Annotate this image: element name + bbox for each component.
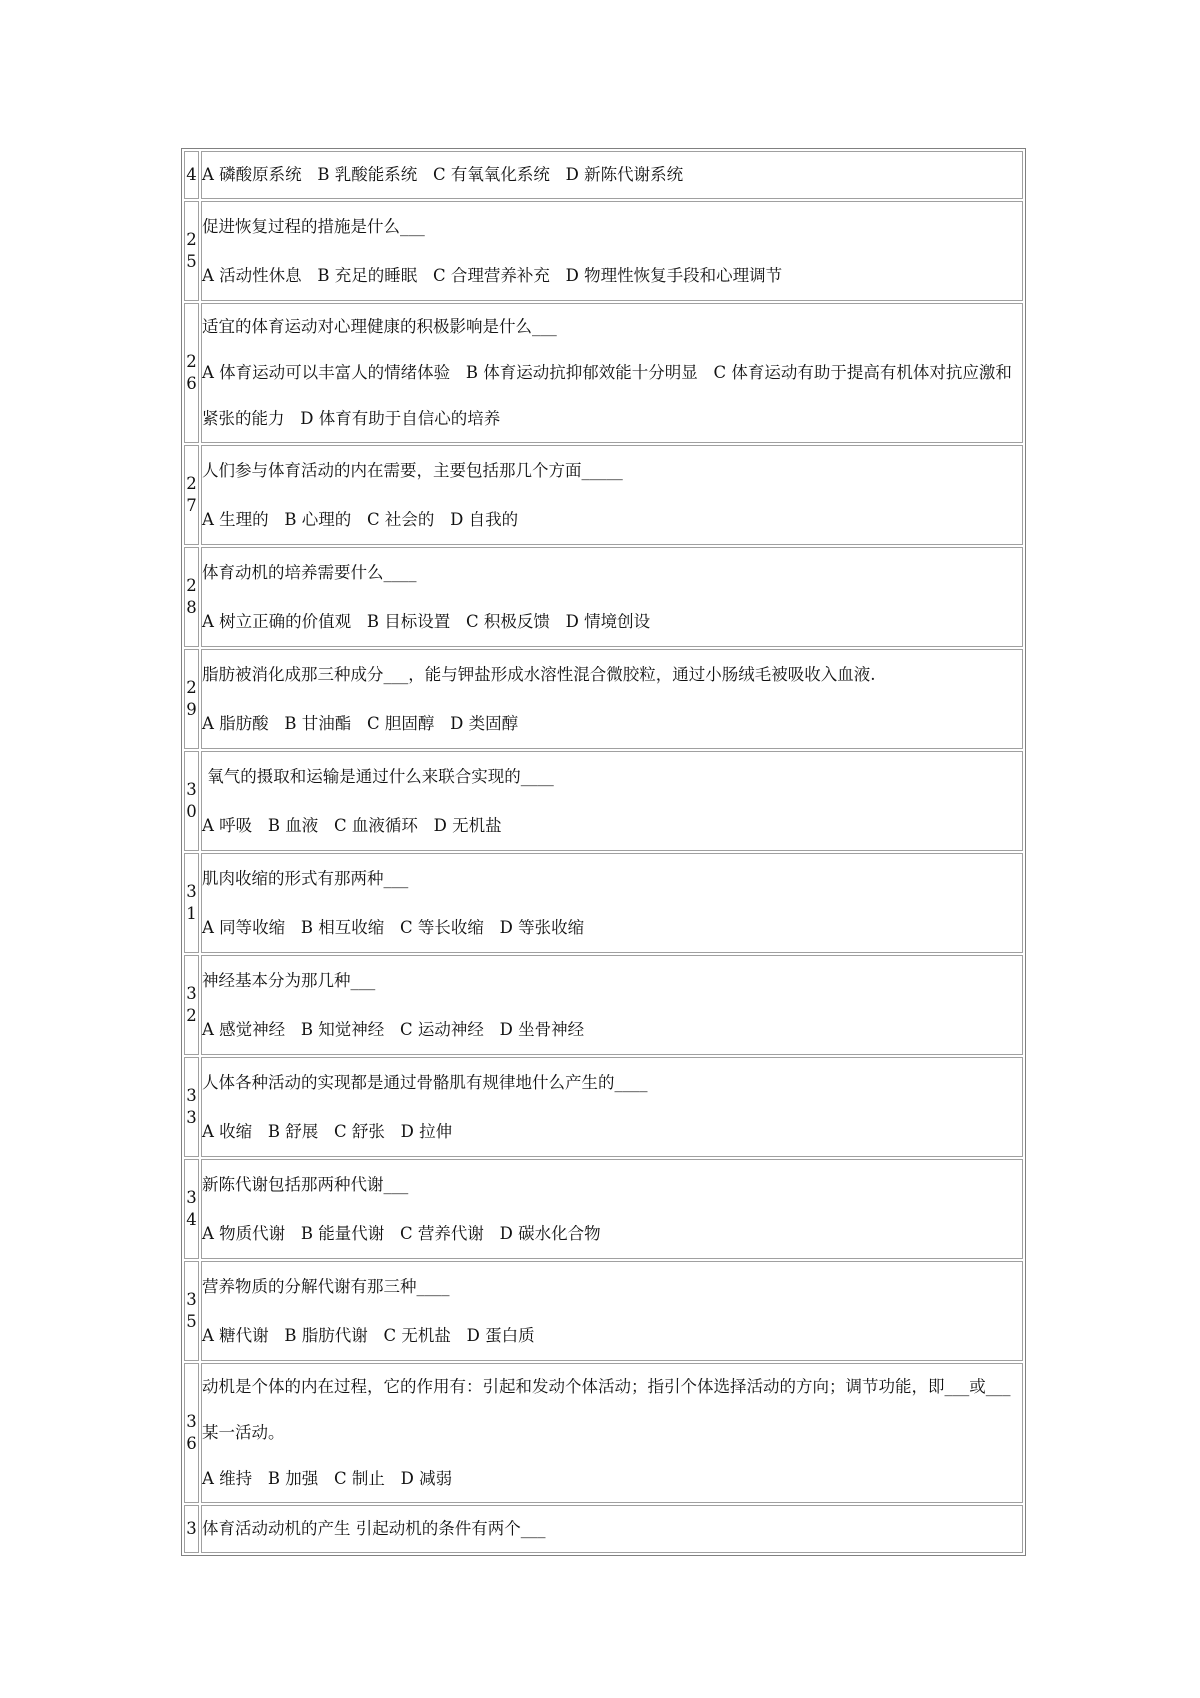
question-number — [184, 303, 199, 443]
question-content — [201, 1261, 1023, 1361]
question-number — [184, 751, 199, 851]
question-row — [184, 1261, 1023, 1361]
question-content — [201, 1159, 1023, 1259]
question-text: 肌肉收缩的形式有那两种___ — [202, 869, 409, 888]
question-number — [184, 151, 199, 199]
question-text: 适宜的体育运动对心理健康的积极影响是什么___ — [202, 317, 557, 336]
question-number — [184, 445, 199, 545]
question-text: 人们参与体育活动的内在需要，主要包括那几个方面_____ — [202, 461, 623, 480]
question-number-digit: 4 — [186, 165, 197, 184]
question-content — [201, 445, 1023, 545]
question-text: 体育活动动机的产生 引起动机的条件有两个___ — [202, 1519, 546, 1538]
question-row — [184, 445, 1023, 545]
question-number-digit: 3 — [186, 882, 197, 901]
question-row — [184, 751, 1023, 851]
question-content — [201, 547, 1023, 647]
question-number — [184, 201, 199, 301]
question-content — [201, 1057, 1023, 1157]
question-text: 脂肪被消化成那三种成分___，能与钾盐形成水溶性混合微胶粒，通过小肠绒毛被吸收入血液. — [202, 665, 876, 684]
question-number — [184, 547, 199, 647]
answer-options: A 生理的 B 心理的 C 社会的 D 自我的 — [202, 510, 519, 529]
answer-options: A 物质代谢 B 能量代谢 C 营养代谢 D 碳水化合物 — [202, 1224, 601, 1243]
question-number-digit: 3 — [186, 1519, 197, 1538]
question-number-digit: 3 — [186, 780, 197, 799]
question-content — [201, 1505, 1023, 1553]
question-text: 神经基本分为那几种___ — [202, 971, 376, 990]
question-text: 体育动机的培养需要什么____ — [202, 563, 417, 582]
question-number — [184, 1363, 199, 1503]
question-text: 新陈代谢包括那两种代谢___ — [202, 1175, 409, 1194]
question-number — [184, 649, 199, 749]
question-number-digit: 2 — [186, 230, 197, 249]
question-row — [184, 547, 1023, 647]
question-text: 人体各种活动的实现都是通过骨骼肌有规律地什么产生的____ — [202, 1073, 648, 1092]
question-content — [201, 303, 1023, 443]
question-content — [201, 201, 1023, 301]
question-row — [184, 151, 1023, 199]
question-row — [184, 303, 1023, 443]
question-number — [184, 1159, 199, 1259]
question-row — [184, 955, 1023, 1055]
question-number-digit: 2 — [186, 678, 197, 697]
question-content — [201, 751, 1023, 851]
answer-options: A 感觉神经 B 知觉神经 C 运动神经 D 坐骨神经 — [202, 1020, 585, 1039]
question-number-digit: 2 — [186, 474, 197, 493]
question-number-digit: 1 — [186, 904, 197, 923]
answer-options: A 糖代谢 B 脂肪代谢 C 无机盐 D 蛋白质 — [202, 1326, 535, 1345]
answer-options: A 同等收缩 B 相互收缩 C 等长收缩 D 等张收缩 — [202, 918, 585, 937]
question-number — [184, 1057, 199, 1157]
question-number-digit: 3 — [186, 1290, 197, 1309]
question-number-digit: 0 — [186, 802, 197, 821]
question-text: 动机是个体的内在过程，它的作用有：引起和发动个体活动；指引个体选择活动的方向；调节功能，即___或___某一活动。 — [202, 1377, 1011, 1442]
question-number — [184, 955, 199, 1055]
question-row — [184, 1057, 1023, 1157]
question-text: 营养物质的分解代谢有那三种____ — [202, 1277, 450, 1296]
question-number-digit: 3 — [186, 1108, 197, 1127]
question-number-digit: 2 — [186, 352, 197, 371]
question-text: 氧气的摄取和运输是通过什么来联合实现的____ — [202, 767, 554, 786]
question-number-digit: 5 — [186, 1312, 197, 1331]
question-number-digit: 6 — [186, 374, 197, 393]
question-number-digit: 4 — [186, 1210, 197, 1229]
question-row — [184, 853, 1023, 953]
question-number-digit: 2 — [186, 1006, 197, 1025]
answer-options: A 活动性休息 B 充足的睡眠 C 合理营养补充 D 物理性恢复手段和心理调节 — [202, 266, 783, 285]
question-content — [201, 649, 1023, 749]
question-row — [184, 1159, 1023, 1259]
question-number-digit: 8 — [186, 598, 197, 617]
question-number — [184, 1505, 199, 1553]
question-content — [201, 151, 1023, 199]
question-number-digit: 3 — [186, 1086, 197, 1105]
answer-options: A 脂肪酸 B 甘油酯 C 胆固醇 D 类固醇 — [202, 714, 519, 733]
question-number — [184, 853, 199, 953]
question-row — [184, 649, 1023, 749]
question-number-digit: 7 — [186, 496, 197, 515]
question-number-digit: 6 — [186, 1434, 197, 1453]
answer-options: A 树立正确的价值观 B 目标设置 C 积极反馈 D 情境创设 — [202, 612, 651, 631]
answer-options: A 体育运动可以丰富人的情绪体验 B 体育运动抗抑郁效能十分明显 C 体育运动有助于提高有机体对抗应激和紧张的能力 D 体育有助于自信心的培养 — [202, 363, 1012, 428]
question-content — [201, 853, 1023, 953]
answer-options: A 磷酸原系统 B 乳酸能系统 C 有氧氧化系统 D 新陈代谢系统 — [202, 165, 684, 184]
question-number-digit: 3 — [186, 984, 197, 1003]
question-number-digit: 3 — [186, 1188, 197, 1207]
question-text: 促进恢复过程的措施是什么___ — [202, 217, 425, 236]
question-table — [181, 148, 1026, 1556]
question-row — [184, 1505, 1023, 1553]
question-number-digit: 2 — [186, 576, 197, 595]
question-content — [201, 1363, 1023, 1503]
question-number-digit: 5 — [186, 252, 197, 271]
answer-options: A 收缩 B 舒展 C 舒张 D 拉伸 — [202, 1122, 453, 1141]
answer-options: A 呼吸 B 血液 C 血液循环 D 无机盐 — [202, 816, 502, 835]
answer-options: A 维持 B 加强 C 制止 D 减弱 — [202, 1469, 453, 1488]
question-number-digit: 9 — [186, 700, 197, 719]
question-row — [184, 1363, 1023, 1503]
question-number-digit: 3 — [186, 1412, 197, 1431]
question-number — [184, 1261, 199, 1361]
question-content — [201, 955, 1023, 1055]
question-row — [184, 201, 1023, 301]
